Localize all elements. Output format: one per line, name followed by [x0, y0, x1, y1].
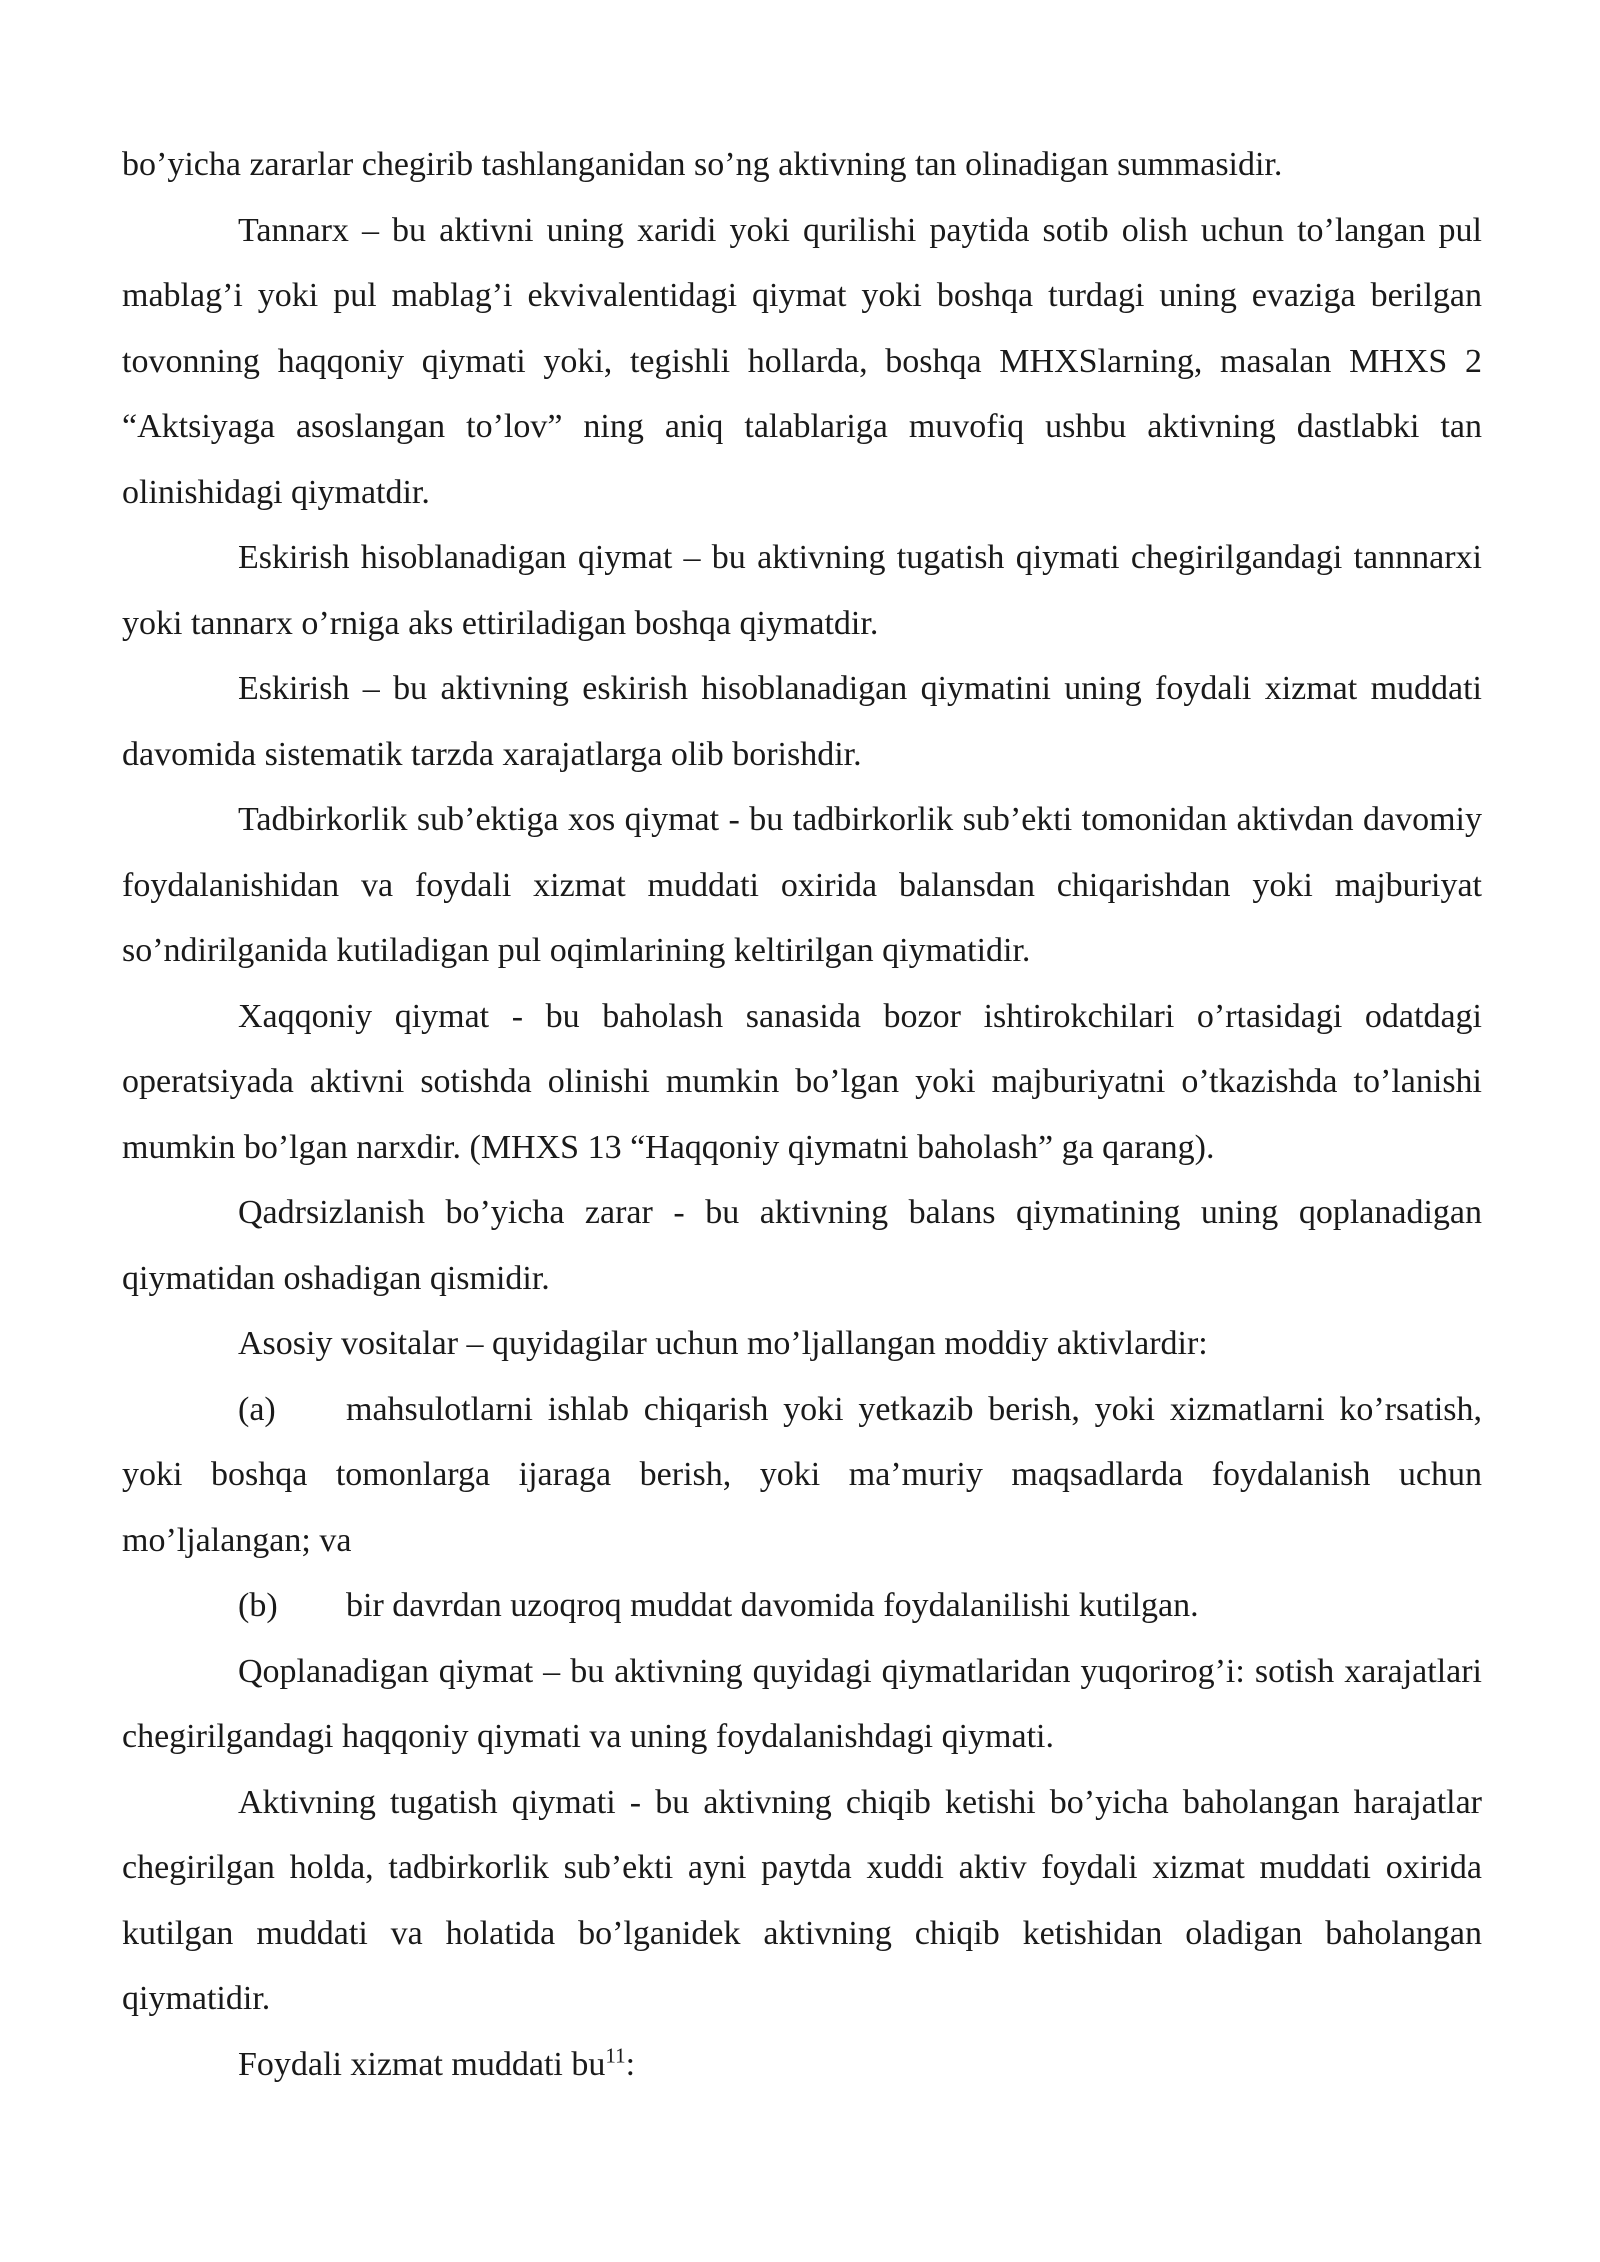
paragraph-qoplanadigan-qiymat: Qoplanadigan qiymat – bu aktivning quyidagi qiymatlaridan yuqorirog’i: sotish xarajatlari chegirilgandagi haqqoniy qiymati va uning foydalanishdagi qiymati.: [122, 1652, 1482, 1755]
paragraph-eskirish: Eskirish – bu aktivning eskirish hisoblanadigan qiymatini uning foydali xizmat muddati davomida sistematik tarzda xarajatlarga olib borishdir.: [122, 670, 1482, 773]
paragraph-asosiy-vositalar: Asosiy vositalar – quyidagilar uchun mo’ljallangan moddiy aktivlardir:: [238, 1325, 1208, 1362]
paragraph-eskirish-hisoblanadigan-qiymat: Eskirish hisoblanadigan qiymat – bu aktivning tugatish qiymati chegirilgandagi tannnarxi yoki tannarx o’rniga aks ettiriladigan boshqa qiymatdir.: [122, 539, 1482, 642]
paragraph-qadrsizlanish: Qadrsizlanish bo’yicha zarar - bu aktivning balans qiymatining uning qoplanadigan qiymatidan oshadigan qismidir.: [122, 1194, 1482, 1297]
list-marker-a: (a): [238, 1390, 276, 1428]
list-marker-b: (b): [238, 1587, 278, 1624]
paragraph-tugatish-qiymati: Aktivning tugatish qiymati - bu aktivning chiqib ketishi bo’yicha baholangan harajatlar chegirilgan holda, tadbirkorlik sub’ekti ayni paytda xuddi aktiv foydali xizmat muddati oxirida kutilgan muddati va holatida bo’lganidek aktivning chiqib ketishidan oladigan baholangan qiymatidir.: [122, 1783, 1482, 2017]
list-item-a: [122, 1377, 1482, 1574]
list-text-b: bir davrdan uzoqroq muddat davomida foydalanilishi kutilgan.: [346, 1587, 1199, 1624]
footnote-reference[interactable]: 11: [605, 2043, 626, 2068]
paragraph-xaqqoniy-qiymat: Xaqqoniy qiymat - bu baholash sanasida bozor ishtirokchilari o’rtasidagi odatdagi operatsiyada aktivni sotishda olinishi mumkin bo’lgan yoki majburiyatni o’tkazishda to’lanishi mumkin bo’lgan narxdir. (MHXS 13 “Haqqoniy qiymatni baholash” ga qarang).: [122, 997, 1482, 1166]
list-item-b: [122, 1573, 1482, 1639]
paragraph-tannarx: Tannarx – bu aktivni uning xaridi yoki qurilishi paytida sotib olish uchun to’langan pul mablag’i yoki pul mablag’i ekvivalentidagi qiymat yoki boshqa turdagi uning evaziga berilgan tovonning haqqoniy qiymati yoki, tegishli hollarda, boshqa MHXSlarning, masalan MHXS 2 “Aktsiyaga asoslangan to’lov” ning aniq talablariga muvofiq ushbu aktivning dastlabki tan olinishidagi qiymatdir.: [122, 211, 1482, 511]
last-line-text: Foydali xizmat muddati bu: [238, 2045, 606, 2083]
document-page: [122, 132, 1482, 2097]
paragraph-foydali-xizmat-muddati: [122, 2032, 1482, 2098]
last-line-suffix: :: [625, 2045, 636, 2083]
list-text-a: mahsulotlarni ishlab chiqarish yoki yetkazib berish, yoki xizmatlarni ko’rsatish, yoki boshqa tomonlarga ijaraga berish, yoki ma’muriy maqsadlarda foydalanish uchun mo’ljalangan; va: [122, 1390, 1482, 1559]
paragraph-continuation: bo’yicha zararlar chegirib tashlanganidan so’ng aktivning tan olinadigan summasidir.: [122, 146, 1283, 183]
paragraph-subekt-qiymat: Tadbirkorlik sub’ektiga xos qiymat - bu tadbirkorlik sub’ekti tomonidan aktivdan davomiy foydalanishidan va foydali xizmat muddati oxirida balansdan chiqarishdan yoki majburiyat so’ndirilganida kutiladigan pul oqimlarining keltirilgan qiymatidir.: [122, 801, 1482, 969]
